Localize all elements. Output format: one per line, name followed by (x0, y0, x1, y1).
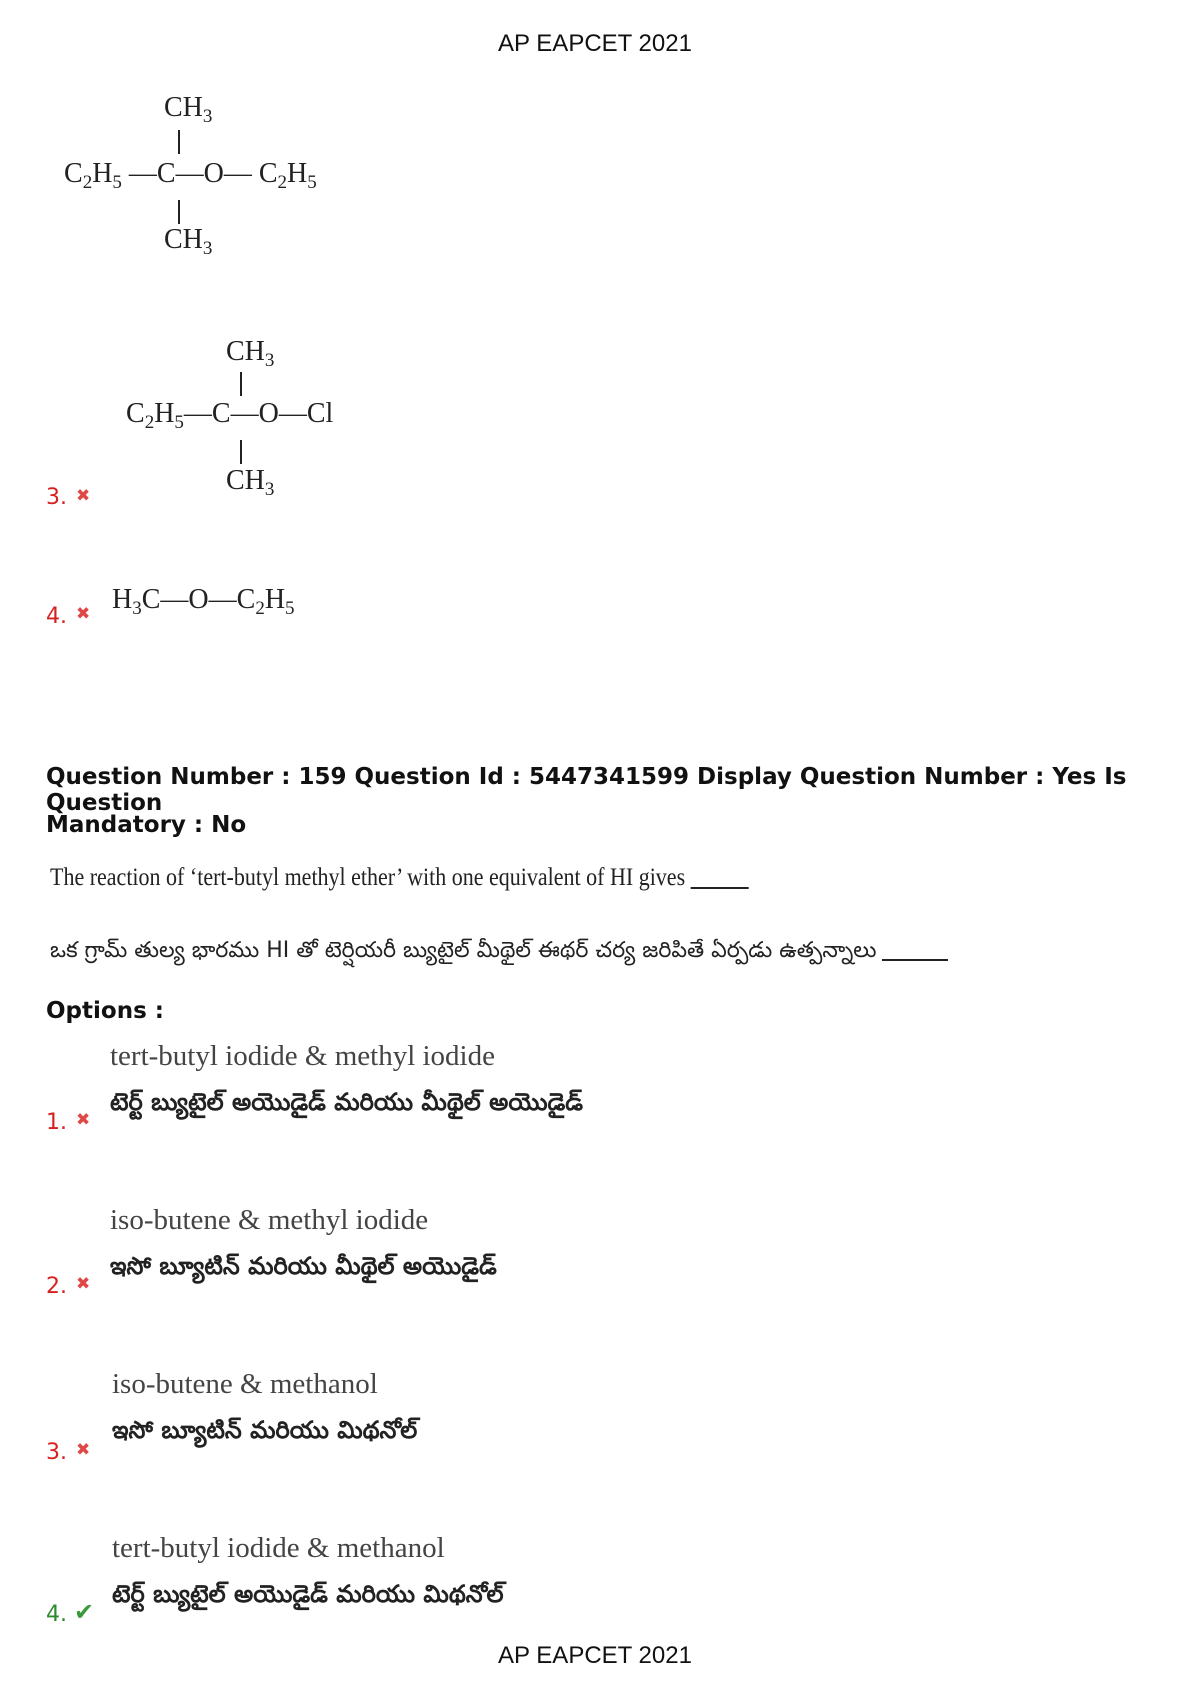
answer-blank (690, 886, 748, 889)
structure-bottom-group: $CH_3$ (226, 465, 275, 500)
option-english: tert-butyl iodide & methanol (112, 1532, 445, 1564)
bond-line (178, 130, 180, 154)
bond-line (240, 440, 242, 464)
structure-top-group: $CH_3$ (226, 336, 275, 371)
question-stem-telugu: ఒక గ్రామ్ తుల్య భారము HI తో టెర్షియరీ బ్యుటైల్ మీథైల్ ఈథర్ చర్య జరిపితే ఏర్పడు ఉత్పన్నాలు (50, 938, 948, 968)
cross-icon: ✖ (76, 1440, 91, 1460)
structure-top-group: $CH_3$ (164, 92, 213, 127)
check-icon: ✔ (74, 1598, 95, 1626)
option-telugu: ఇసో బ్యూటిన్ మరియు మీథైల్ అయొడైడ్ (110, 1252, 497, 1280)
option-number: 2. (46, 1274, 67, 1299)
bond-line (178, 200, 180, 224)
cross-icon: ✖ (76, 1110, 91, 1130)
cross-icon: ✖ (76, 486, 91, 506)
bond-line (240, 372, 242, 396)
question-meta-line: Question Number : 159 Question Id : 5447341599 Display Question Number : Yes Is Question (46, 764, 1127, 816)
page-footer: AP EAPCET 2021 (498, 1642, 692, 1669)
option-english: tert-butyl iodide & methyl iodide (110, 1040, 495, 1072)
option-number: 1. (46, 1110, 67, 1135)
option-number: 3. (46, 1440, 67, 1465)
cross-icon: ✖ (76, 1274, 91, 1294)
option-number: 3. (46, 485, 67, 510)
option-telugu: టెర్ట్ బ్యుటైల్ అయొడైడ్ మరియు మిథనోల్ (112, 1580, 504, 1608)
question-meta-line: Mandatory : No (46, 812, 247, 838)
option-english: iso-butene & methyl iodide (110, 1204, 429, 1236)
structure-main-chain: $C_2H_5$ —C—O— $C_2H_5$ (64, 158, 317, 193)
option-telugu: టెర్ట్ బ్యుటైల్ అయొడైడ్ మరియు మీథైల్ అయొడైడ్ (110, 1088, 584, 1116)
structure-bottom-group: $CH_3$ (164, 224, 213, 259)
option-telugu: ఇసో బ్యూటిన్ మరియు మిథనోల్ (112, 1416, 418, 1444)
cross-icon: ✖ (76, 604, 91, 624)
option-number: 4. (46, 1602, 67, 1627)
structure-main-chain: $C_2H_5—C—O—Cl$ (126, 398, 334, 433)
option-number: 4. (46, 604, 67, 629)
options-label: Options : (46, 998, 164, 1024)
option-formula: $H_3C—O—C_2H_5$ (112, 584, 295, 619)
answer-blank (882, 958, 948, 961)
page-header: AP EAPCET 2021 (498, 30, 692, 57)
question-stem-english: The reaction of ‘tert-butyl methyl ether’ with one equivalent of HI gives (50, 864, 749, 892)
option-english: iso-butene & methanol (112, 1368, 378, 1400)
